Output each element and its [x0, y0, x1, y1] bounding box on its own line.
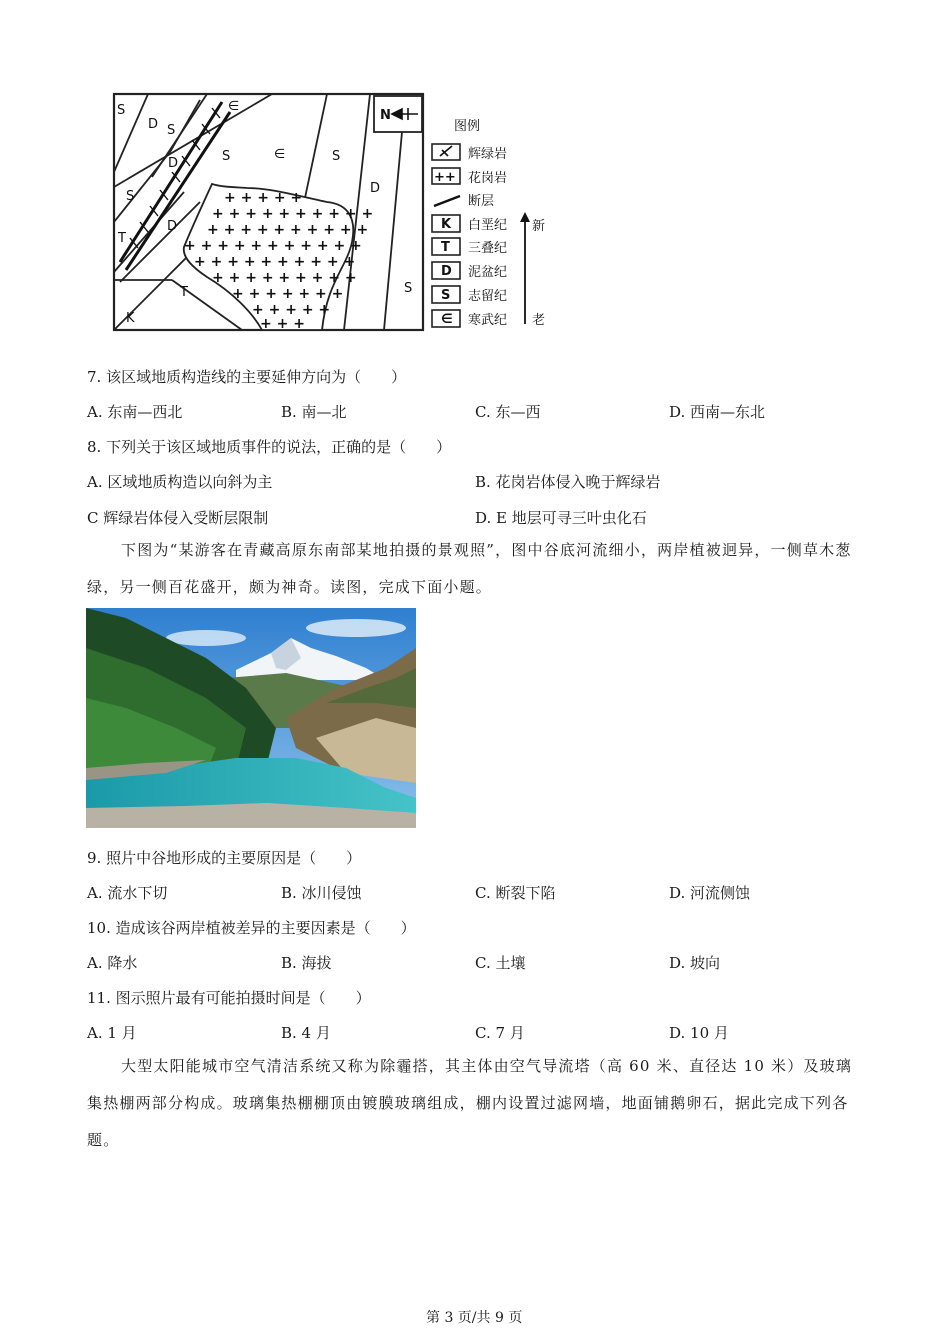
legend-label: 辉绿岩	[468, 147, 508, 162]
legend-label: 三叠纪	[468, 241, 508, 256]
valley-landscape-photo	[86, 608, 416, 828]
svg-text:S: S	[441, 288, 451, 303]
rock-label: S	[404, 281, 413, 296]
svg-text:++: ++	[434, 170, 456, 185]
rock-label: S	[126, 189, 135, 204]
rock-label: D	[148, 117, 159, 132]
rock-label: T	[118, 231, 126, 246]
svg-text:∈: ∈	[441, 312, 453, 327]
rock-label: ∈	[274, 147, 286, 162]
question-7-stem: 7. 该区域地质构造线的主要延伸方向为（ ）	[87, 368, 407, 386]
svg-text:+ + + + +: + + + + +	[224, 190, 303, 206]
legend-label: 泥盆纪	[468, 265, 508, 280]
question-8-option-a[interactable]: A. 区域地质构造以向斜为主	[87, 473, 273, 491]
question-11-option-c[interactable]: C. 7 月	[475, 1024, 525, 1042]
legend	[432, 144, 545, 328]
question-7-option-a[interactable]: A. 东南—西北	[87, 403, 183, 421]
rock-label: S	[117, 103, 126, 118]
question-9-option-b[interactable]: B. 冰川侵蚀	[281, 884, 362, 902]
age-old-label: 老	[532, 313, 546, 328]
rock-label: D	[167, 219, 178, 234]
svg-text:+ + + + + + + + + +: + + + + + + + + + +	[207, 222, 369, 238]
rock-label: D	[370, 181, 381, 196]
question-10-option-d[interactable]: D. 坡向	[669, 954, 721, 972]
svg-text:+ + +: + + +	[260, 316, 305, 332]
svg-text:+ + + + + + + + + + +: + + + + + + + + + + +	[184, 238, 362, 254]
legend-label: 志留纪	[468, 289, 508, 304]
legend-label: 花岗岩	[468, 171, 508, 186]
question-8-stem: 8. 下列关于该区域地质事件的说法，正确的是（ ）	[87, 438, 452, 456]
question-7-option-b[interactable]: B. 南—北	[281, 403, 347, 421]
svg-text:+ + + + + + + + + +: + + + + + + + + + +	[212, 206, 374, 222]
svg-text:K: K	[441, 217, 452, 232]
svg-text:T: T	[441, 240, 450, 255]
question-8-option-b[interactable]: B. 花岗岩体侵入晚于辉绿岩	[475, 473, 661, 491]
passage-1: 下图为“某游客在青藏高原东南部某地拍摄的景观照”，图中谷底河流细小，两岸植被迥异，一侧草木葱绿，另一侧百花盛开，颇为神奇。读图，完成下面小题。	[87, 541, 852, 596]
rock-label: T	[180, 285, 188, 300]
north-label: N	[380, 108, 391, 123]
geologic-map	[112, 92, 557, 334]
geologic-map-drawing	[112, 92, 557, 334]
question-8-option-c[interactable]: C 辉绿岩体侵入受断层限制	[87, 509, 269, 527]
rock-label: S	[222, 149, 231, 164]
rock-label: S	[167, 123, 176, 138]
svg-text:D: D	[441, 264, 452, 279]
svg-text:+ + + + + + + + + +: + + + + + + + + + +	[194, 254, 356, 270]
legend-label: 寒武纪	[468, 313, 508, 328]
page-number: 第 3 页/共 9 页	[426, 1310, 523, 1326]
question-9-option-d[interactable]: D. 河流侧蚀	[669, 884, 751, 902]
question-11-option-a[interactable]: A. 1 月	[87, 1024, 137, 1042]
rock-label: S	[332, 149, 341, 164]
question-9-stem: 9. 照片中谷地形成的主要原因是（ ）	[87, 849, 362, 867]
question-10-option-b[interactable]: B. 海拔	[281, 954, 332, 972]
question-9-option-c[interactable]: C. 断裂下陷	[475, 884, 556, 902]
question-7-option-c[interactable]: C. 东—西	[475, 403, 541, 421]
passage-2: 大型太阳能城市空气清洁系统又称为除霾搭，其主体由空气导流塔（高 60 米、直径达 10 米）及玻璃集热棚两部分构成。玻璃集热棚棚顶由镀膜玻璃组成，棚内设置过滤网墙，地面铺鹅卵石，据此完成下列各题。	[87, 1057, 853, 1149]
svg-text:+ + + + +: + + + + +	[252, 302, 331, 318]
rock-label: D	[168, 156, 179, 171]
svg-text:+ + + + + + +: + + + + + + +	[232, 286, 344, 302]
question-10-option-a[interactable]: A. 降水	[87, 954, 138, 972]
question-10-stem: 10. 造成该谷两岸植被差异的主要因素是（ ）	[87, 919, 416, 937]
question-11-option-d[interactable]: D. 10 月	[669, 1024, 729, 1042]
question-11-stem: 11. 图示照片最有可能拍摄时间是（ ）	[87, 989, 371, 1007]
question-9-option-a[interactable]: A. 流水下切	[87, 884, 168, 902]
legend-label: 断层	[468, 194, 495, 209]
legend-title: 图例	[454, 119, 481, 134]
rock-label: ∈	[228, 99, 240, 114]
svg-text:+ + + + + + + + +: + + + + + + + + +	[212, 270, 357, 286]
question-8-option-d[interactable]: D. E 地层可寻三叶虫化石	[475, 509, 647, 527]
question-10-option-c[interactable]: C. 土壤	[475, 954, 526, 972]
age-new-label: 新	[532, 219, 546, 234]
question-7-option-d[interactable]: D. 西南—东北	[669, 403, 766, 421]
legend-label: 白垩纪	[468, 218, 508, 233]
question-11-option-b[interactable]: B. 4 月	[281, 1024, 331, 1042]
rock-label: K	[126, 311, 135, 326]
